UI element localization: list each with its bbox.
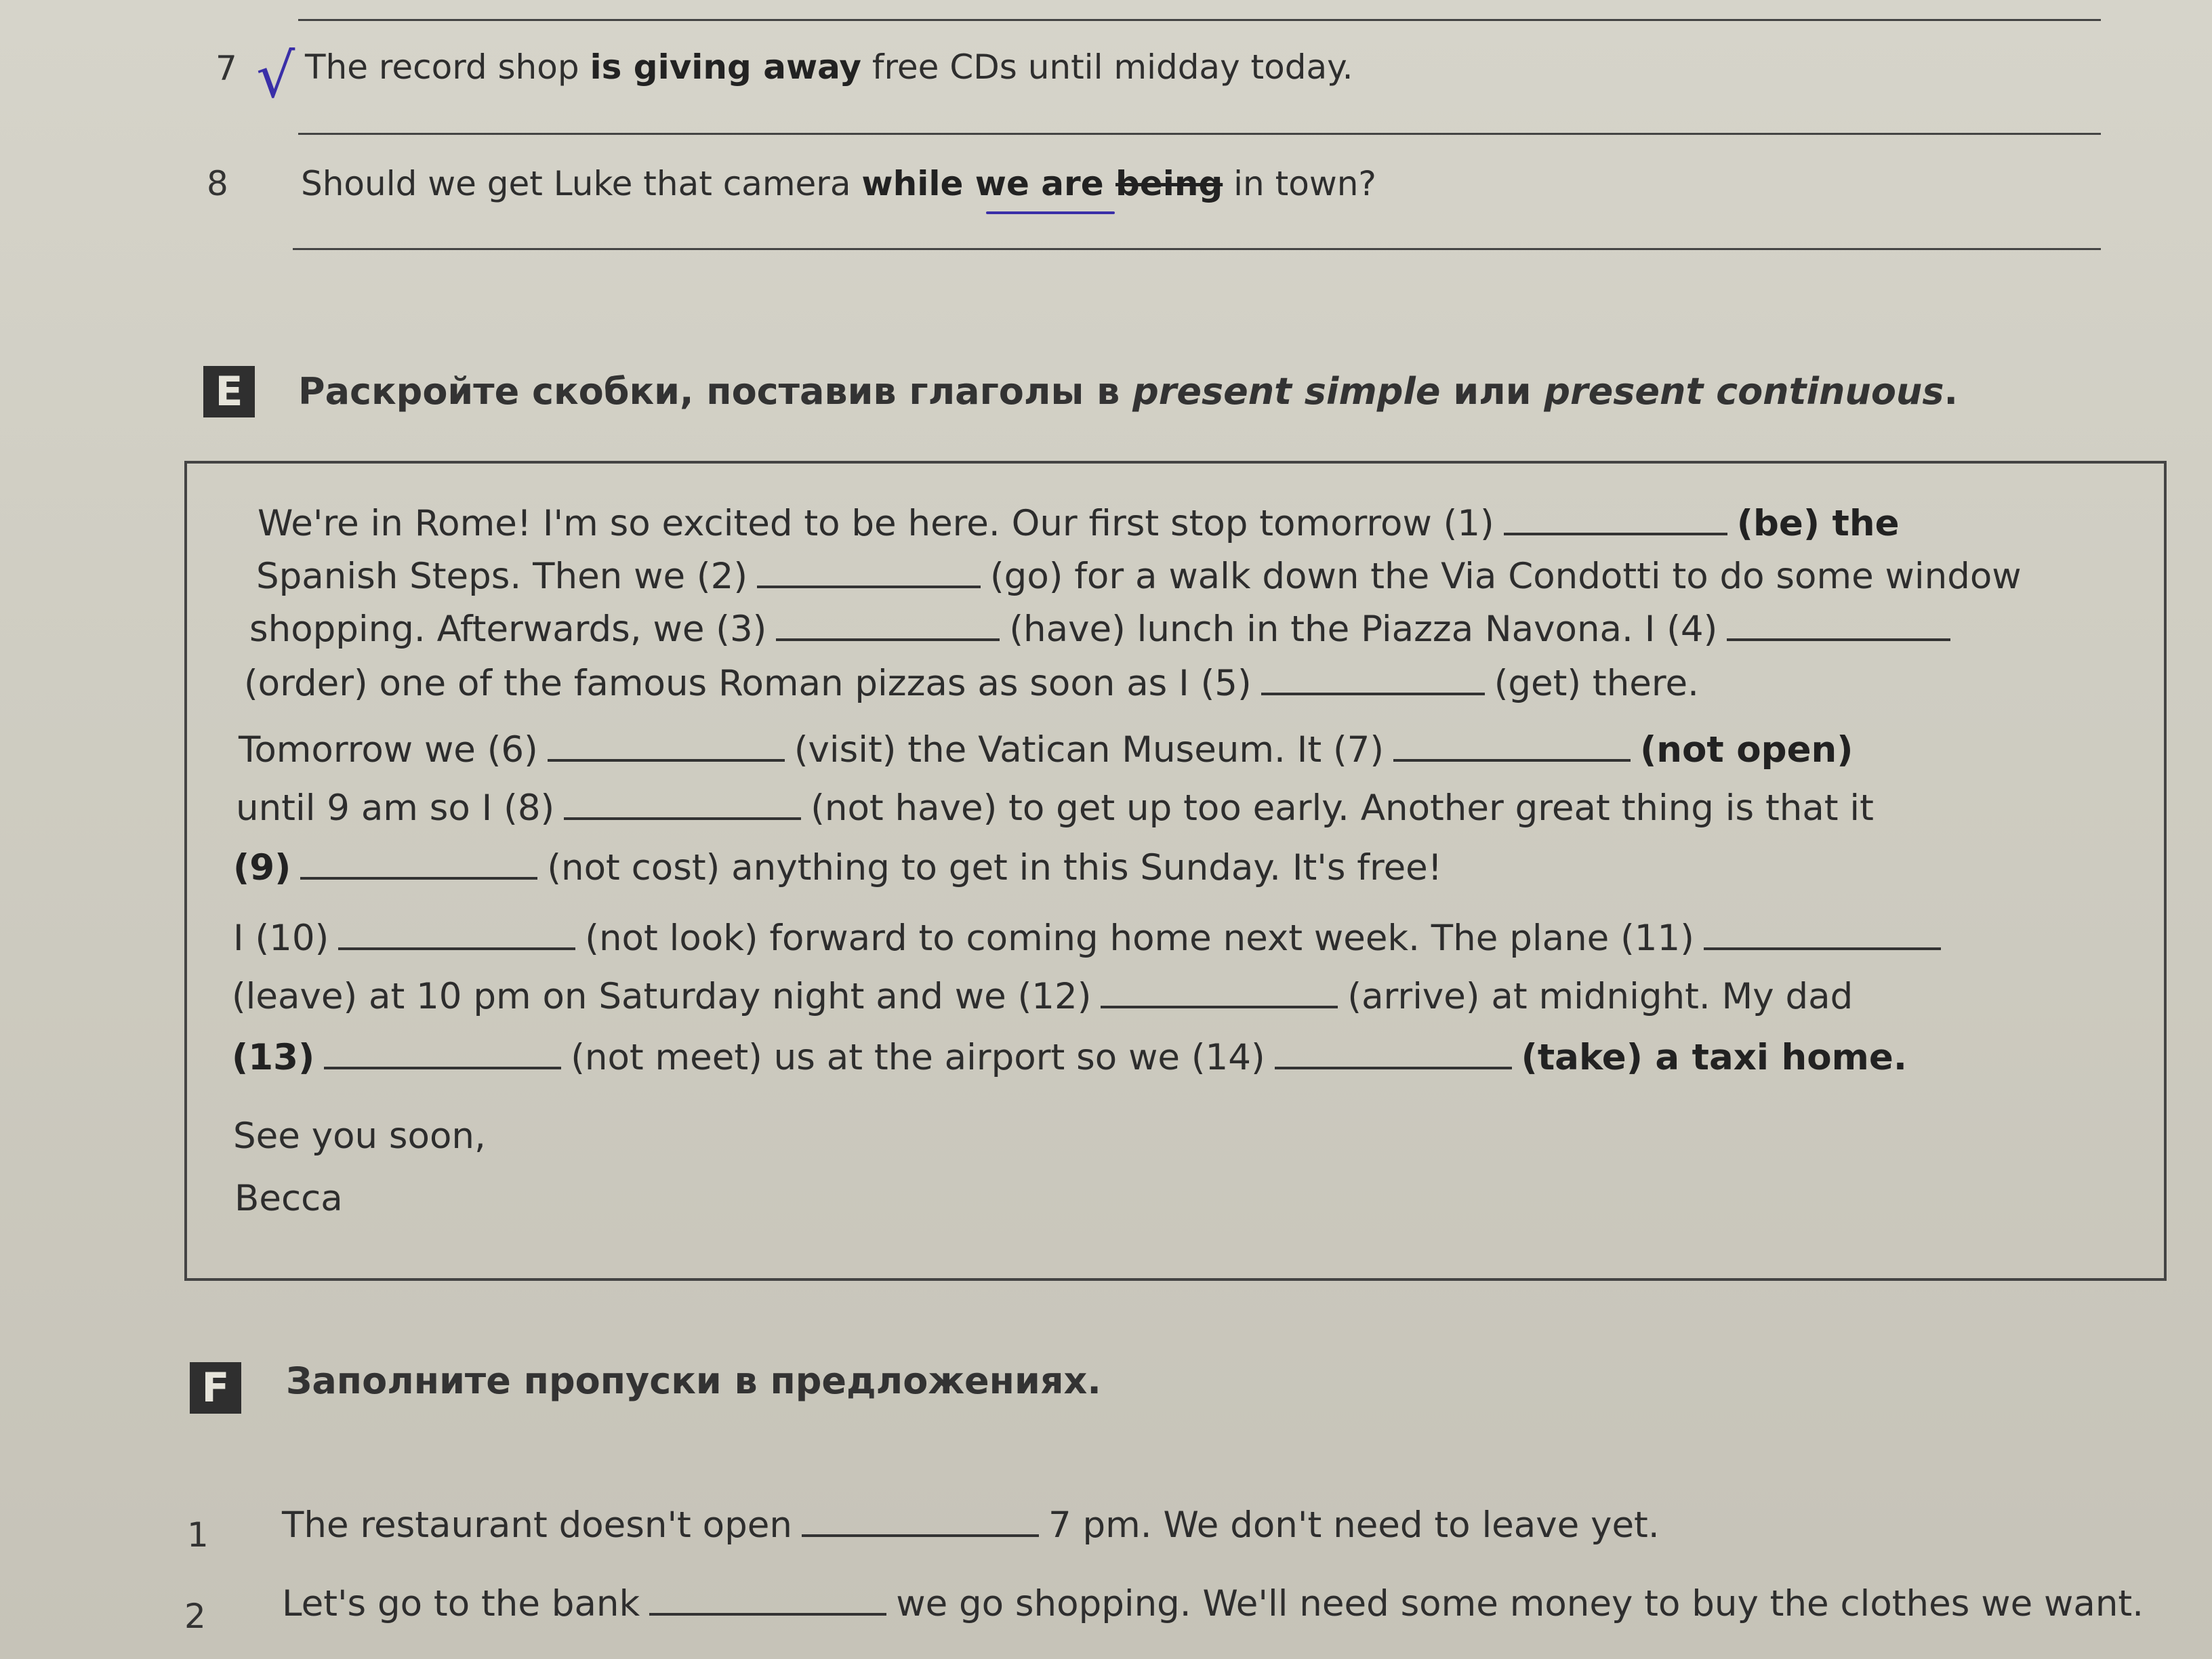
section-e-title bbox=[298, 370, 1958, 413]
blank-4[interactable] bbox=[1727, 609, 1950, 641]
blank-f1[interactable] bbox=[802, 1504, 1039, 1537]
item-7-number: 7 bbox=[216, 49, 237, 88]
item-8-number: 8 bbox=[207, 164, 228, 203]
letter-text: until 9 am so I (8) bbox=[236, 787, 555, 829]
letter-text: (leave) at 10 pm on Saturday night and we (12) bbox=[232, 976, 1092, 1017]
letter-line-1 bbox=[258, 503, 1900, 544]
letter-text: (not meet) us at the airport so we (14) bbox=[571, 1037, 1265, 1078]
item-7-bold: is giving away bbox=[590, 47, 861, 87]
letter-text: (not look) forward to coming home next week. The plane (11) bbox=[585, 918, 1694, 959]
item-7-pre: The record shop bbox=[305, 47, 590, 87]
letter-line-8 bbox=[233, 918, 1950, 959]
letter-text: We're in Rome! I'm so excited to be here. Our first stop tomorrow (1) bbox=[258, 503, 1494, 544]
blank-10[interactable] bbox=[338, 918, 575, 950]
section-e-title-pre: Раскройте скобки, поставив глаголы в bbox=[298, 370, 1133, 413]
item-8-pre: Should we get Luke that camera bbox=[301, 164, 862, 203]
blank-1[interactable] bbox=[1504, 503, 1727, 535]
blank-2[interactable] bbox=[757, 556, 981, 588]
letter-text: I (10) bbox=[233, 918, 329, 959]
letter-line-7 bbox=[233, 847, 1442, 888]
item-f2-number: 2 bbox=[184, 1597, 206, 1636]
item-f2-post: we go shopping. We'll need some money to buy the clothes we want. bbox=[896, 1583, 2144, 1624]
letter-text: (go) for a walk down the Via Condotti to do some window bbox=[990, 556, 2022, 597]
letter-line-3 bbox=[249, 609, 1960, 650]
blank-11[interactable] bbox=[1704, 918, 1941, 950]
letter-line-2 bbox=[256, 556, 2022, 597]
letter-text: (not have) to get up too early. Another great thing is that it bbox=[811, 787, 1874, 829]
letter-text: (arrive) at midnight. My dad bbox=[1347, 976, 1853, 1017]
item-f1-pre: The restaurant doesn't open bbox=[282, 1504, 792, 1546]
blank-12[interactable] bbox=[1101, 976, 1338, 1008]
letter-text: (order) one of the famous Roman pizzas as soon as I (5) bbox=[244, 663, 1252, 704]
blank-9[interactable] bbox=[300, 847, 537, 880]
blank-13[interactable] bbox=[324, 1037, 561, 1069]
answer-line-7 bbox=[298, 133, 2101, 135]
verb-hint: (take) a taxi home. bbox=[1521, 1037, 1907, 1078]
letter-text: (have) lunch in the Piazza Navona. I (4) bbox=[1009, 609, 1718, 650]
item-f1-number: 1 bbox=[187, 1515, 209, 1555]
letter-signature: Becca bbox=[234, 1178, 343, 1219]
item-8-strike: being bbox=[1115, 164, 1223, 203]
section-f-badge: F bbox=[190, 1362, 241, 1414]
letter-line-6 bbox=[236, 787, 1874, 829]
blank-5[interactable] bbox=[1261, 663, 1485, 695]
verb-hint: (not open) bbox=[1640, 729, 1853, 771]
verb-hint: (be) the bbox=[1736, 503, 1900, 544]
section-e-title-mid: или bbox=[1440, 370, 1544, 413]
letter-line-4 bbox=[244, 663, 1699, 704]
answer-line-6 bbox=[298, 19, 2101, 21]
letter-line-5 bbox=[239, 729, 1853, 771]
letter-line-10 bbox=[232, 1037, 1907, 1078]
letter-text: (visit) the Vatican Museum. It (7) bbox=[794, 729, 1385, 771]
letter-text: (9) bbox=[233, 847, 291, 888]
item-7-post: free CDs until midday today. bbox=[861, 47, 1353, 87]
section-f-title: Заполните пропуски в предложениях. bbox=[286, 1359, 1101, 1402]
section-e-title-italic-1: present simple bbox=[1132, 370, 1441, 413]
section-e-title-end: . bbox=[1944, 370, 1959, 413]
item-8-post: in town? bbox=[1223, 164, 1376, 203]
item-f1-sentence bbox=[282, 1504, 1660, 1546]
blank-14[interactable] bbox=[1275, 1037, 1512, 1069]
letter-text: (13) bbox=[232, 1037, 315, 1078]
item-f1-post: 7 pm. We don't need to leave yet. bbox=[1048, 1504, 1660, 1546]
item-7-sentence bbox=[305, 47, 1353, 87]
letter-text: shopping. Afterwards, we (3) bbox=[249, 609, 767, 650]
letter-text: Spanish Steps. Then we (2) bbox=[256, 556, 747, 597]
item-8-bold: while we are bbox=[861, 164, 1116, 203]
letter-line-9 bbox=[232, 976, 1853, 1017]
blank-6[interactable] bbox=[548, 729, 785, 762]
letter-text: (get) there. bbox=[1494, 663, 1699, 704]
section-e-title-italic-2: present continuous bbox=[1544, 370, 1944, 413]
letter-text: Tomorrow we (6) bbox=[239, 729, 538, 771]
item-f2-pre: Let's go to the bank bbox=[282, 1583, 640, 1624]
letter-text: (not cost) anything to get in this Sunday. It's free! bbox=[547, 847, 1443, 888]
blank-3[interactable] bbox=[776, 609, 1000, 641]
item-f2-sentence bbox=[282, 1583, 2144, 1624]
blank-7[interactable] bbox=[1393, 729, 1631, 762]
blank-8[interactable] bbox=[564, 787, 801, 820]
letter-closing: See you soon, bbox=[233, 1115, 486, 1157]
answer-line-8 bbox=[293, 248, 2101, 250]
section-e-badge: E bbox=[203, 366, 255, 417]
ink-underline bbox=[986, 211, 1115, 214]
blank-f2[interactable] bbox=[649, 1583, 886, 1616]
item-8-sentence bbox=[301, 164, 1376, 203]
checkmark-icon: √ bbox=[256, 41, 295, 112]
